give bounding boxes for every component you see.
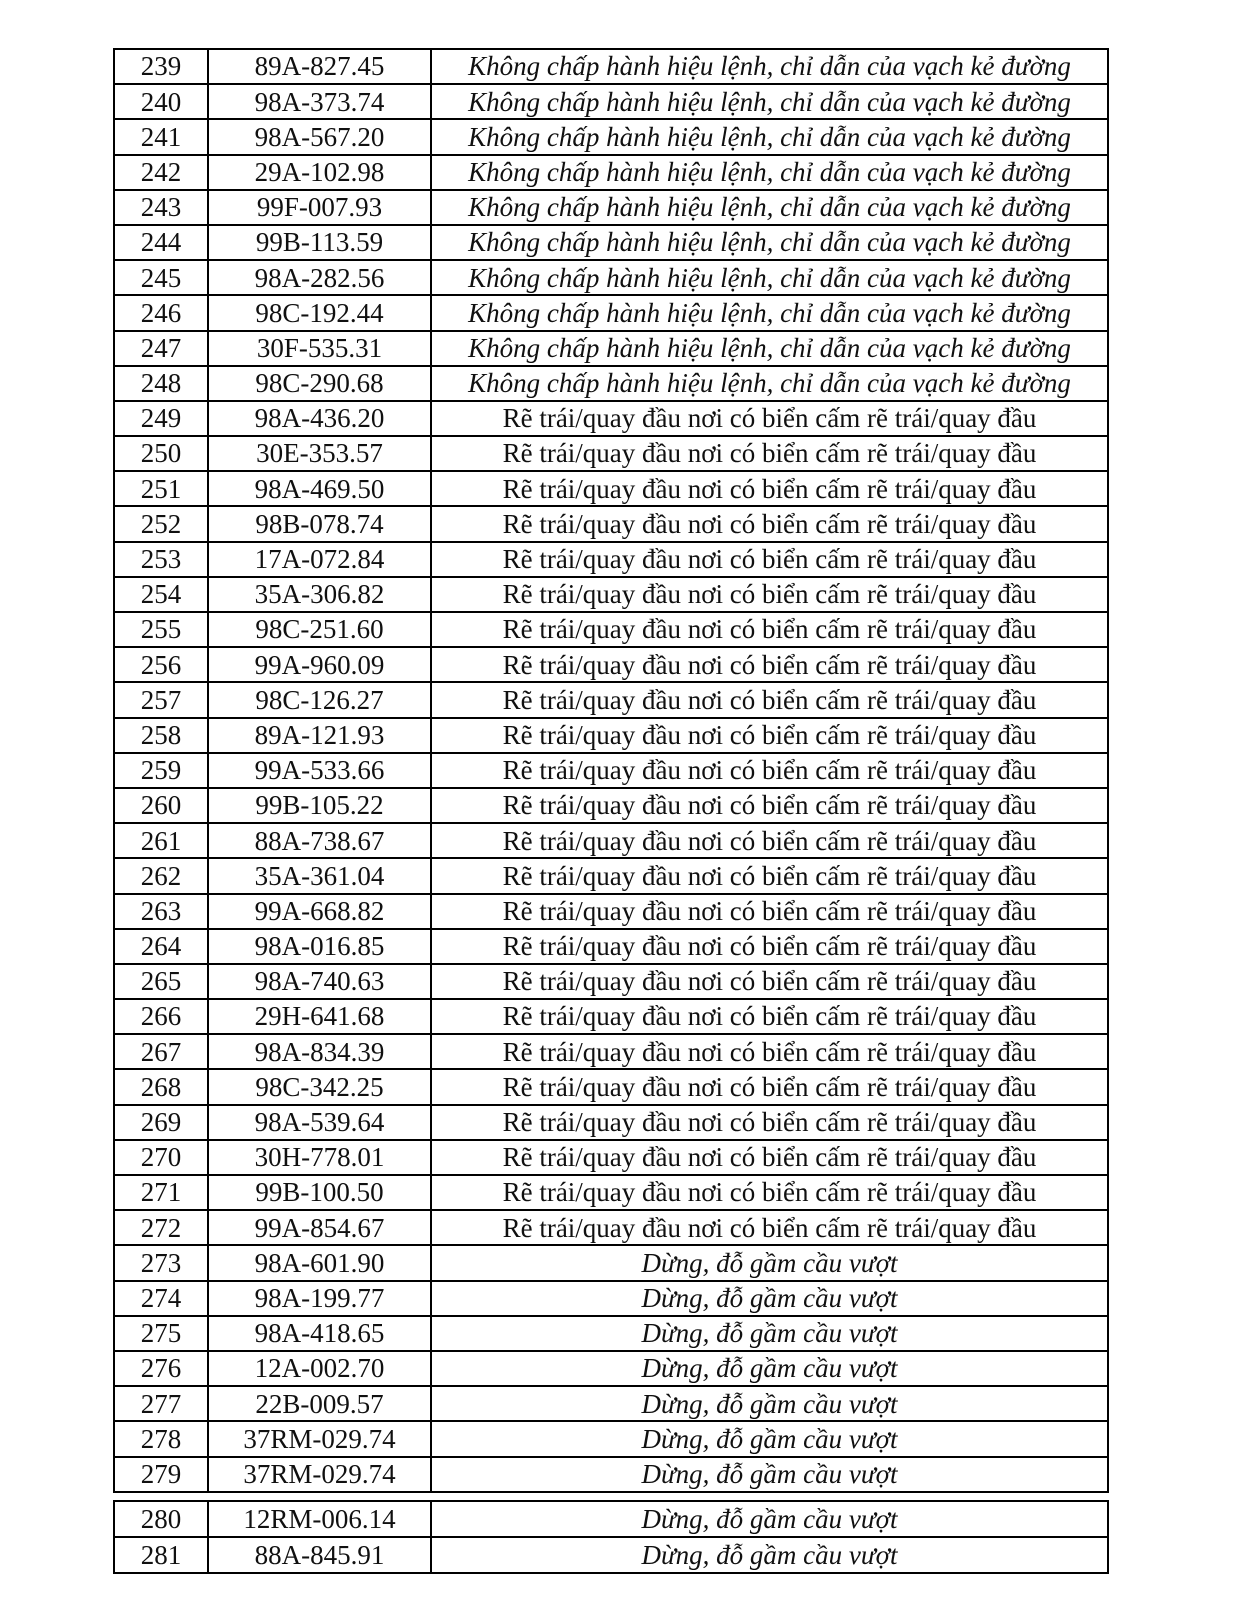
plate-cell: 98A-282.56 [208,260,431,295]
violation-cell: Rẽ trái/quay đầu nơi có biển cấm rẽ trái/quay đầu [431,612,1108,647]
violation-table-main-body [114,49,1108,1492]
violation-cell: Rẽ trái/quay đầu nơi có biển cấm rẽ trái/quay đầu [431,929,1108,964]
violation-cell: Không chấp hành hiệu lệnh, chỉ dẫn của vạch kẻ đường [431,260,1108,295]
row-index-cell: 244 [114,225,208,260]
table-row [114,577,1108,612]
plate-cell: 98A-199.77 [208,1281,431,1316]
row-index-cell: 245 [114,260,208,295]
violation-cell: Rẽ trái/quay đầu nơi có biển cấm rẽ trái/quay đầu [431,858,1108,893]
row-index-cell: 279 [114,1457,208,1492]
row-index-cell: 272 [114,1210,208,1245]
table-row [114,1105,1108,1140]
row-index-cell: 264 [114,929,208,964]
plate-cell: 30H-778.01 [208,1140,431,1175]
table-row [114,1457,1108,1492]
violation-cell: Không chấp hành hiệu lệnh, chỉ dẫn của vạch kẻ đường [431,155,1108,190]
violation-cell: Dừng, đỗ gầm cầu vượt [431,1281,1108,1316]
table-row [114,1501,1108,1537]
plate-cell: 98A-436.20 [208,401,431,436]
table-row [114,260,1108,295]
plate-cell: 29A-102.98 [208,155,431,190]
plate-cell: 98A-016.85 [208,929,431,964]
violation-cell: Không chấp hành hiệu lệnh, chỉ dẫn của vạch kẻ đường [431,190,1108,225]
row-index-cell: 249 [114,401,208,436]
plate-cell: 99A-533.66 [208,753,431,788]
violation-cell: Rẽ trái/quay đầu nơi có biển cấm rẽ trái/quay đầu [431,1140,1108,1175]
table-row [114,1421,1108,1456]
table-row [114,1245,1108,1280]
row-index-cell: 254 [114,577,208,612]
row-index-cell: 270 [114,1140,208,1175]
violation-cell: Không chấp hành hiệu lệnh, chỉ dẫn của vạch kẻ đường [431,295,1108,330]
violation-cell: Rẽ trái/quay đầu nơi có biển cấm rẽ trái/quay đầu [431,1210,1108,1245]
violation-cell: Rẽ trái/quay đầu nơi có biển cấm rẽ trái/quay đầu [431,1034,1108,1069]
table-row [114,1069,1108,1104]
plate-cell: 98C-290.68 [208,366,431,401]
row-index-cell: 248 [114,366,208,401]
plate-cell: 35A-306.82 [208,577,431,612]
table-row [114,225,1108,260]
table-row [114,190,1108,225]
table-row [114,612,1108,647]
plate-cell: 89A-121.93 [208,718,431,753]
row-index-cell: 267 [114,1034,208,1069]
violation-cell: Rẽ trái/quay đầu nơi có biển cấm rẽ trái/quay đầu [431,682,1108,717]
plate-cell: 99A-854.67 [208,1210,431,1245]
row-index-cell: 256 [114,647,208,682]
plate-cell: 99A-960.09 [208,647,431,682]
row-index-cell: 259 [114,753,208,788]
violation-cell: Rẽ trái/quay đầu nơi có biển cấm rẽ trái/quay đầu [431,471,1108,506]
plate-cell: 98A-469.50 [208,471,431,506]
row-index-cell: 240 [114,84,208,119]
row-index-cell: 257 [114,682,208,717]
violation-cell: Rẽ trái/quay đầu nơi có biển cấm rẽ trái/quay đầu [431,753,1108,788]
table-row [114,1351,1108,1386]
table-row [114,331,1108,366]
table-row [114,1140,1108,1175]
row-index-cell: 274 [114,1281,208,1316]
row-index-cell: 250 [114,436,208,471]
plate-cell: 37RM-029.74 [208,1457,431,1492]
violation-cell: Không chấp hành hiệu lệnh, chỉ dẫn của vạch kẻ đường [431,119,1108,154]
row-index-cell: 239 [114,49,208,84]
row-index-cell: 269 [114,1105,208,1140]
violation-cell: Rẽ trái/quay đầu nơi có biển cấm rẽ trái/quay đầu [431,718,1108,753]
row-index-cell: 265 [114,964,208,999]
table-row [114,1210,1108,1245]
row-index-cell: 260 [114,788,208,823]
violation-cell: Rẽ trái/quay đầu nơi có biển cấm rẽ trái/quay đầu [431,1069,1108,1104]
violation-cell: Dừng, đỗ gầm cầu vượt [431,1245,1108,1280]
violation-table-continued [113,1500,1109,1574]
plate-cell: 30E-353.57 [208,436,431,471]
table-row [114,823,1108,858]
plate-cell: 88A-738.67 [208,823,431,858]
plate-cell: 98C-342.25 [208,1069,431,1104]
table-row [114,366,1108,401]
violation-cell: Không chấp hành hiệu lệnh, chỉ dẫn của vạch kẻ đường [431,225,1108,260]
plate-cell: 99A-668.82 [208,894,431,929]
violation-cell: Dừng, đỗ gầm cầu vượt [431,1386,1108,1421]
plate-cell: 35A-361.04 [208,858,431,893]
plate-cell: 89A-827.45 [208,49,431,84]
row-index-cell: 246 [114,295,208,330]
violation-cell: Rẽ trái/quay đầu nơi có biển cấm rẽ trái/quay đầu [431,577,1108,612]
table-row [114,295,1108,330]
plate-cell: 98A-418.65 [208,1316,431,1351]
row-index-cell: 253 [114,542,208,577]
row-index-cell: 271 [114,1175,208,1210]
row-index-cell: 241 [114,119,208,154]
violation-cell: Dừng, đỗ gầm cầu vượt [431,1421,1108,1456]
table-row [114,999,1108,1034]
table-row [114,1281,1108,1316]
violation-cell: Rẽ trái/quay đầu nơi có biển cấm rẽ trái/quay đầu [431,894,1108,929]
plate-cell: 98A-740.63 [208,964,431,999]
row-index-cell: 243 [114,190,208,225]
table-row [114,436,1108,471]
violation-table-continued-body [114,1501,1108,1573]
table-row [114,155,1108,190]
table-row [114,753,1108,788]
plate-cell: 12A-002.70 [208,1351,431,1386]
violation-cell: Không chấp hành hiệu lệnh, chỉ dẫn của vạch kẻ đường [431,49,1108,84]
plate-cell: 99B-100.50 [208,1175,431,1210]
plate-cell: 98A-539.64 [208,1105,431,1140]
violation-cell: Rẽ trái/quay đầu nơi có biển cấm rẽ trái/quay đầu [431,788,1108,823]
row-index-cell: 281 [114,1537,208,1573]
table-row [114,964,1108,999]
row-index-cell: 273 [114,1245,208,1280]
plate-cell: 37RM-029.74 [208,1421,431,1456]
violation-cell: Không chấp hành hiệu lệnh, chỉ dẫn của vạch kẻ đường [431,331,1108,366]
plate-cell: 98B-078.74 [208,506,431,541]
row-index-cell: 266 [114,999,208,1034]
row-index-cell: 275 [114,1316,208,1351]
violation-cell: Rẽ trái/quay đầu nơi có biển cấm rẽ trái/quay đầu [431,1175,1108,1210]
plate-cell: 98A-601.90 [208,1245,431,1280]
table-row [114,788,1108,823]
plate-cell: 98A-834.39 [208,1034,431,1069]
violation-cell: Rẽ trái/quay đầu nơi có biển cấm rẽ trái/quay đầu [431,964,1108,999]
table-row [114,858,1108,893]
violation-cell: Dừng, đỗ gầm cầu vượt [431,1537,1108,1573]
plate-cell: 99B-105.22 [208,788,431,823]
violation-cell: Rẽ trái/quay đầu nơi có biển cấm rẽ trái/quay đầu [431,436,1108,471]
plate-cell: 88A-845.91 [208,1537,431,1573]
violation-cell: Rẽ trái/quay đầu nơi có biển cấm rẽ trái/quay đầu [431,542,1108,577]
violation-cell: Dừng, đỗ gầm cầu vượt [431,1351,1108,1386]
plate-cell: 98A-567.20 [208,119,431,154]
violation-cell: Dừng, đỗ gầm cầu vượt [431,1457,1108,1492]
violation-cell: Rẽ trái/quay đầu nơi có biển cấm rẽ trái/quay đầu [431,1105,1108,1140]
table-row [114,647,1108,682]
violation-cell: Dừng, đỗ gầm cầu vượt [431,1316,1108,1351]
row-index-cell: 262 [114,858,208,893]
violation-cell: Rẽ trái/quay đầu nơi có biển cấm rẽ trái/quay đầu [431,401,1108,436]
violation-cell: Rẽ trái/quay đầu nơi có biển cấm rẽ trái/quay đầu [431,647,1108,682]
plate-cell: 30F-535.31 [208,331,431,366]
table-row [114,84,1108,119]
row-index-cell: 261 [114,823,208,858]
plate-cell: 98C-251.60 [208,612,431,647]
plate-cell: 98A-373.74 [208,84,431,119]
row-index-cell: 280 [114,1501,208,1537]
violation-cell: Không chấp hành hiệu lệnh, chỉ dẫn của vạch kẻ đường [431,366,1108,401]
table-row [114,1034,1108,1069]
row-index-cell: 277 [114,1386,208,1421]
plate-cell: 99B-113.59 [208,225,431,260]
table-row [114,929,1108,964]
row-index-cell: 247 [114,331,208,366]
table-row [114,119,1108,154]
row-index-cell: 278 [114,1421,208,1456]
table-row [114,718,1108,753]
violation-cell: Dừng, đỗ gầm cầu vượt [431,1501,1108,1537]
plate-cell: 99F-007.93 [208,190,431,225]
plate-cell: 12RM-006.14 [208,1501,431,1537]
plate-cell: 17A-072.84 [208,542,431,577]
violation-cell: Rẽ trái/quay đầu nơi có biển cấm rẽ trái/quay đầu [431,506,1108,541]
plate-cell: 22B-009.57 [208,1386,431,1421]
row-index-cell: 251 [114,471,208,506]
violation-table-main [113,48,1109,1493]
row-index-cell: 263 [114,894,208,929]
table-row [114,682,1108,717]
row-index-cell: 255 [114,612,208,647]
row-index-cell: 252 [114,506,208,541]
row-index-cell: 242 [114,155,208,190]
row-index-cell: 276 [114,1351,208,1386]
violation-cell: Rẽ trái/quay đầu nơi có biển cấm rẽ trái/quay đầu [431,999,1108,1034]
table-row [114,401,1108,436]
plate-cell: 29H-641.68 [208,999,431,1034]
plate-cell: 98C-126.27 [208,682,431,717]
table-row [114,1386,1108,1421]
violation-cell: Rẽ trái/quay đầu nơi có biển cấm rẽ trái/quay đầu [431,823,1108,858]
table-row [114,1537,1108,1573]
row-index-cell: 258 [114,718,208,753]
table-row [114,1316,1108,1351]
table-row [114,506,1108,541]
table-row [114,1175,1108,1210]
table-row [114,894,1108,929]
table-row [114,471,1108,506]
table-row [114,49,1108,84]
table-row [114,542,1108,577]
plate-cell: 98C-192.44 [208,295,431,330]
violation-cell: Không chấp hành hiệu lệnh, chỉ dẫn của vạch kẻ đường [431,84,1108,119]
row-index-cell: 268 [114,1069,208,1104]
